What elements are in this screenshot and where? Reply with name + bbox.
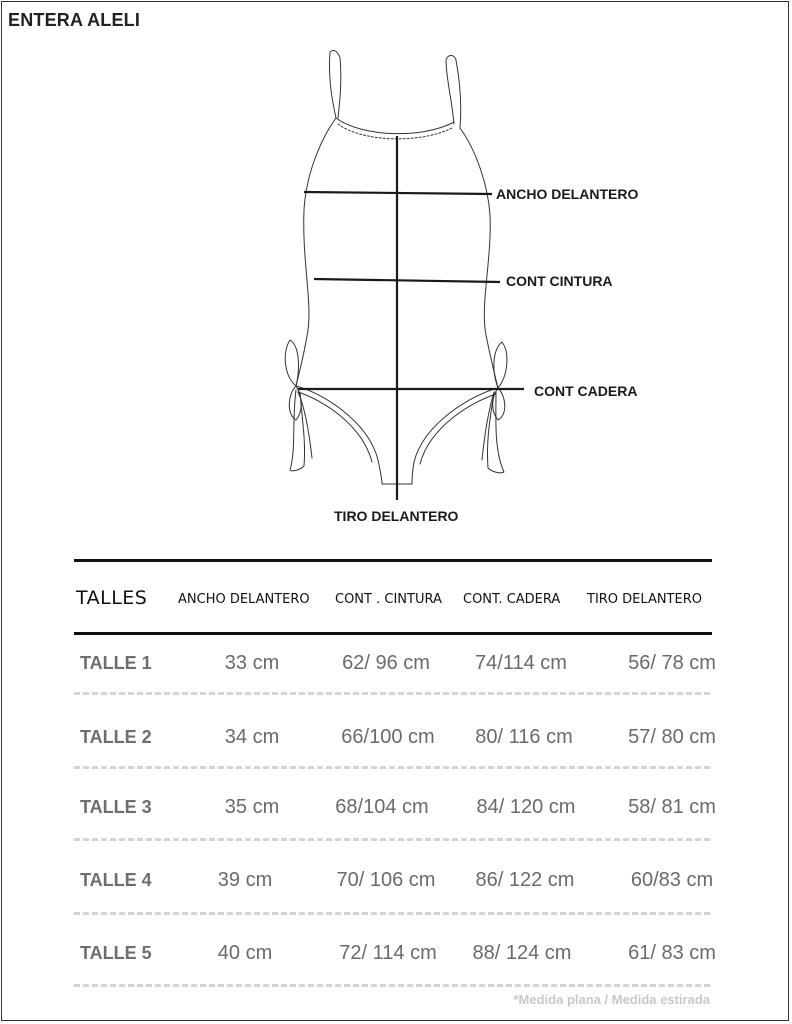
cell-cadera: 86/ 122 cm [475,869,575,891]
cell-cintura: 62/ 96 cm [342,652,430,674]
header-tiro: TIRO DELANTERO [587,592,702,607]
cell-cintura: 68/104 cm [335,796,429,818]
cell-ancho: 35 cm [224,796,280,818]
label-ancho-delantero: ANCHO DELANTERO [496,186,639,202]
cell-cadera: 80/ 116 cm [475,726,573,748]
table-top-rule [74,559,712,562]
row-divider [74,692,710,695]
cell-cintura: 70/ 106 cm [336,869,436,891]
left-strap [329,50,340,118]
ancho-line [304,192,492,194]
row-talle-label: TALLE 2 [80,727,152,747]
header-ancho: ANCHO DELANTERO [178,592,310,607]
label-cont-cadera: CONT CADERA [534,383,638,399]
cell-cadera: 88/ 124 cm [472,942,572,964]
cell-tiro: 57/ 80 cm [628,726,716,748]
row-divider [74,984,710,987]
cell-ancho: 40 cm [217,942,273,964]
row-divider [74,912,710,915]
row-talle-label: TALLE 3 [80,797,152,817]
label-tiro-delantero: TIRO DELANTERO [334,508,459,524]
cell-cadera: 74/114 cm [475,652,567,674]
header-talles: TALLES [76,587,148,609]
table-header-rule [74,632,712,635]
cell-tiro: 56/ 78 cm [628,652,716,674]
page-title: ENTERA ALELI [8,10,141,30]
cell-cadera: 84/ 120 cm [476,796,576,818]
row-talle-label: TALLE 5 [80,943,152,963]
footnote: *Medida plana / Medida estirada [513,992,710,1007]
cell-tiro: 58/ 81 cm [628,796,716,818]
row-talle-label: TALLE 4 [80,870,152,890]
row-divider [74,766,710,769]
neckline [336,118,454,134]
cell-tiro: 61/ 83 cm [628,942,716,964]
cell-ancho: 34 cm [224,726,280,748]
cell-ancho: 39 cm [217,869,273,891]
label-cont-cintura: CONT CINTURA [506,273,613,289]
cell-cintura: 72/ 114 cm [339,942,437,964]
row-talle-label: TALLE 1 [80,653,152,673]
right-bow [493,342,507,420]
right-strap [446,56,461,129]
header-cadera: CONT. CADERA [463,592,561,607]
body-left-side [296,118,336,386]
cell-cintura: 66/100 cm [341,726,435,748]
cintura-line [314,279,500,282]
body-right-side [460,128,498,388]
left-bow [285,340,301,420]
cell-tiro: 60/83 cm [630,869,714,891]
row-divider [74,838,710,841]
header-cintura: CONT . CINTURA [335,592,442,607]
cell-ancho: 33 cm [224,652,280,674]
